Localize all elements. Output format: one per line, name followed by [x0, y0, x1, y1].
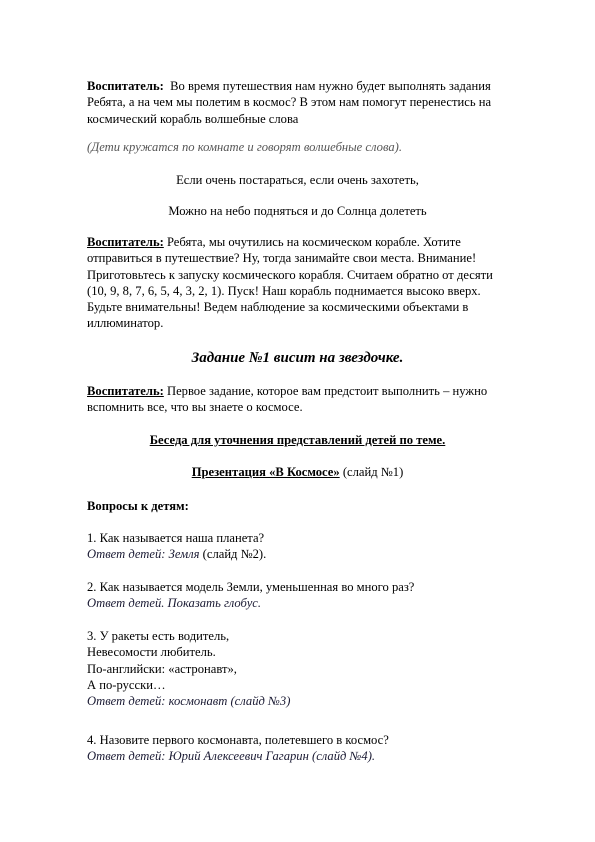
task-line-1: Первое задание, которое вам предстоит выполнить – нужно	[166, 384, 488, 398]
intro-paragraph	[87, 78, 547, 127]
riddle-line-1: 3. У ракеты есть водитель,	[87, 629, 230, 643]
question-2	[87, 579, 547, 612]
speaker-label: Воспитатель:	[87, 79, 164, 93]
verse-line-1: Если очень постараться, если очень захотеть,	[176, 173, 419, 187]
answer-text: Ответ детей. Показать глобус.	[87, 596, 262, 611]
launch-line-5: Будьте внимательны! Ведем наблюдение за космическими объектами в	[87, 300, 469, 315]
verse-line-2: Можно на небо подняться и до Солнца долететь	[168, 204, 427, 218]
stage-direction: (Дети кружатся по комнате и говорят волшебные слова).	[87, 140, 402, 154]
launch-line-4: (10, 9, 8, 7, 6, 5, 4, 3, 2, 1). Пуск! Наш корабль поднимается высоко вверх.	[87, 283, 481, 298]
launch-line-2: отправиться в путешествие? Ну, тогда занимайте свои места. Внимание!	[87, 251, 477, 266]
answer-text: Ответ детей: космонавт (слайд №3)	[87, 694, 291, 709]
question-3	[87, 628, 547, 709]
speaker-label: Воспитатель:	[87, 384, 164, 398]
intro-line-2: Ребята, а на чем мы полетим в космос? В этом нам помогут перенестись на	[87, 95, 492, 110]
question-4	[87, 732, 547, 765]
riddle-line-4: А по-русски…	[87, 677, 166, 692]
question-text: 2. Как называется модель Земли, уменьшенная во много раз?	[87, 580, 415, 594]
answer-text: Ответ детей: Юрий Алексеевич Гагарин (слайд №4).	[87, 749, 376, 764]
intro-line-3: космический корабль волшебные слова	[87, 111, 299, 126]
task-paragraph	[87, 383, 547, 416]
talk-heading: Беседа для уточнения представлений детей по теме.	[149, 433, 446, 447]
intro-line-1: Во время путешествия нам нужно будет выполнять задания	[170, 79, 491, 93]
presentation-title: Презентация «В Космосе»	[191, 465, 340, 479]
presentation-slide: (слайд №1)	[342, 465, 404, 479]
riddle-line-2: Невесомости любитель.	[87, 645, 216, 660]
riddle-line-3: По-английски: «астронавт»,	[87, 661, 237, 676]
question-text: 1. Как называется наша планета?	[87, 531, 265, 545]
question-1	[87, 530, 547, 563]
answer-text: Ответ детей: Земля	[87, 547, 200, 562]
task-heading: Задание №1 висит на звездочке.	[191, 350, 404, 366]
launch-paragraph	[87, 234, 547, 332]
presentation-line	[60, 464, 535, 480]
launch-line-1: Ребята, мы очутились на космическом корабле. Хотите	[166, 235, 461, 249]
launch-line-6: иллюминатор.	[87, 316, 164, 331]
launch-line-3: Приготовьтесь к запуску космического корабля. Считаем обратно от десяти	[87, 267, 493, 282]
task-line-2: вспомнить все, что вы знаете о космосе.	[87, 400, 303, 415]
questions-heading: Вопросы к детям:	[87, 499, 189, 513]
answer-slide: (слайд №2).	[202, 547, 267, 562]
question-text: 4. Назовите первого космонавта, полетевшего в космос?	[87, 733, 389, 747]
speaker-label: Воспитатель:	[87, 235, 164, 249]
